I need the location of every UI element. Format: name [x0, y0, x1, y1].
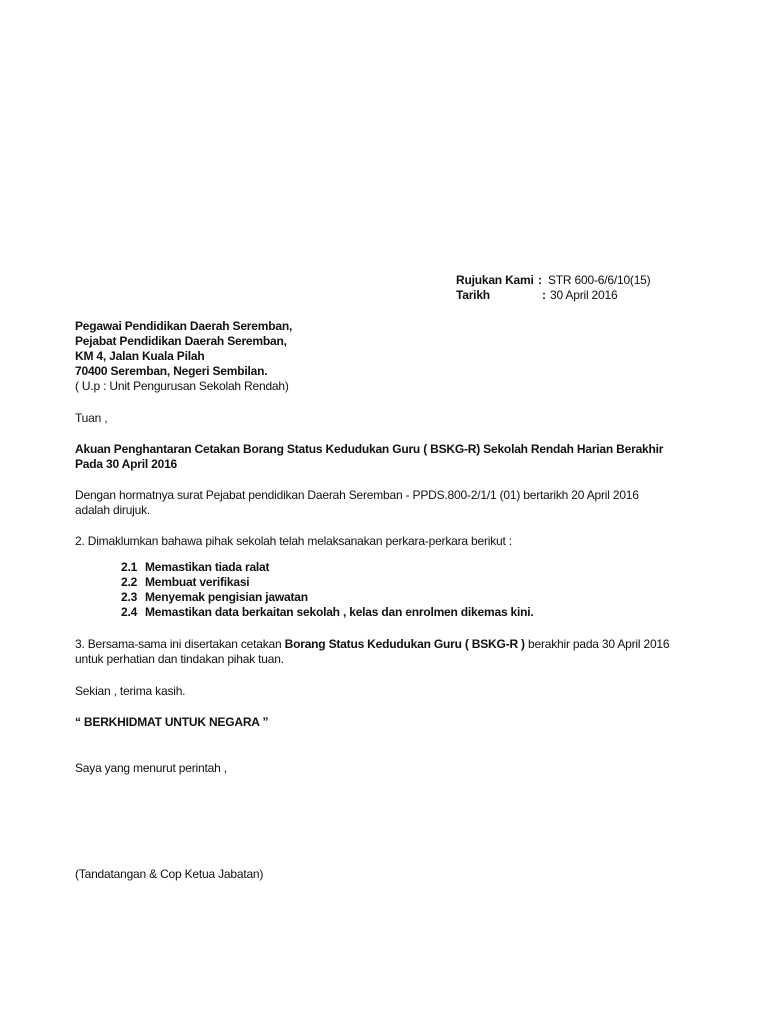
list-item-text: Menyemak pengisian jawatan — [145, 590, 308, 604]
recipient-line-4: 70400 Seremban, Negeri Sembilan. — [75, 364, 268, 378]
rujukan-value: STR 600-6/6/10(15) — [548, 273, 651, 287]
tarikh-colon: : — [542, 288, 546, 302]
list-item — [121, 560, 534, 575]
list-item — [121, 575, 534, 590]
paragraph-1 — [75, 488, 639, 518]
list-item-number: 2.1 — [121, 560, 138, 574]
rujukan-row — [456, 273, 650, 288]
paragraph-3 — [75, 637, 669, 667]
tarikh-value: 30 April 2016 — [550, 288, 618, 302]
recipient-address — [75, 319, 292, 394]
list-item-number: 2.2 — [121, 575, 138, 589]
list-item — [121, 605, 534, 620]
closing: Sekian , terima kasih. — [75, 684, 186, 698]
recipient-line-3: KM 4, Jalan Kuala Pilah — [75, 349, 205, 363]
salutation: Tuan , — [75, 411, 108, 425]
paragraph-3-bold: Borang Status Kedudukan Guru ( BSKG-R ) — [284, 637, 525, 651]
paragraph-3-suffix: berakhir pada 30 April 2016 — [524, 637, 670, 651]
rujukan-label: Rujukan Kami — [456, 273, 534, 287]
list-item-text: Memastikan data berkaitan sekolah , kelas dan enrolmen dikemas kini. — [145, 605, 534, 619]
list-item-text: Memastikan tiada ralat — [145, 560, 270, 574]
reference-block — [456, 273, 650, 303]
sign-off: Saya yang menurut perintah , — [75, 761, 227, 775]
motto: “ BERKHIDMAT UNTUK NEGARA ” — [75, 715, 269, 729]
list-item-number: 2.4 — [121, 605, 138, 619]
paragraph-1-line-2: adalah dirujuk. — [75, 503, 151, 517]
recipient-line-2: Pejabat Pendidikan Daerah Seremban, — [75, 334, 287, 348]
tarikh-row — [456, 288, 650, 303]
paragraph-3-prefix: 3. Bersama-sama ini disertakan cetakan — [75, 637, 285, 651]
subject — [75, 442, 663, 472]
list-item-text: Membuat verifikasi — [145, 575, 250, 589]
action-list — [121, 560, 534, 620]
paragraph-3-line-1 — [75, 637, 669, 652]
subject-line-2: Pada 30 April 2016 — [75, 457, 178, 471]
list-item — [121, 590, 534, 605]
tarikh-label: Tarikh — [456, 288, 490, 302]
signature-placeholder: (Tandatangan & Cop Ketua Jabatan) — [75, 867, 264, 881]
paragraph-3-line-2: untuk perhatian dan tindakan pihak tuan. — [75, 652, 284, 666]
list-item-number: 2.3 — [121, 590, 138, 604]
recipient-line-1: Pegawai Pendidikan Daerah Seremban, — [75, 319, 293, 333]
paragraph-2: 2. Dimaklumkan bahawa pihak sekolah telah melaksanakan perkara-perkara berikut : — [75, 534, 512, 548]
rujukan-colon: : — [538, 273, 542, 287]
paragraph-1-line-1: Dengan hormatnya surat Pejabat pendidikan Daerah Seremban - PPDS.800-2/1/1 (01) bertarikh 20 April 2016 — [75, 488, 639, 502]
subject-line-1: Akuan Penghantaran Cetakan Borang Status Kedudukan Guru ( BSKG-R) Sekolah Rendah Harian Berakhir — [75, 442, 664, 456]
recipient-attention: ( U.p : Unit Pengurusan Sekolah Rendah) — [75, 379, 289, 393]
